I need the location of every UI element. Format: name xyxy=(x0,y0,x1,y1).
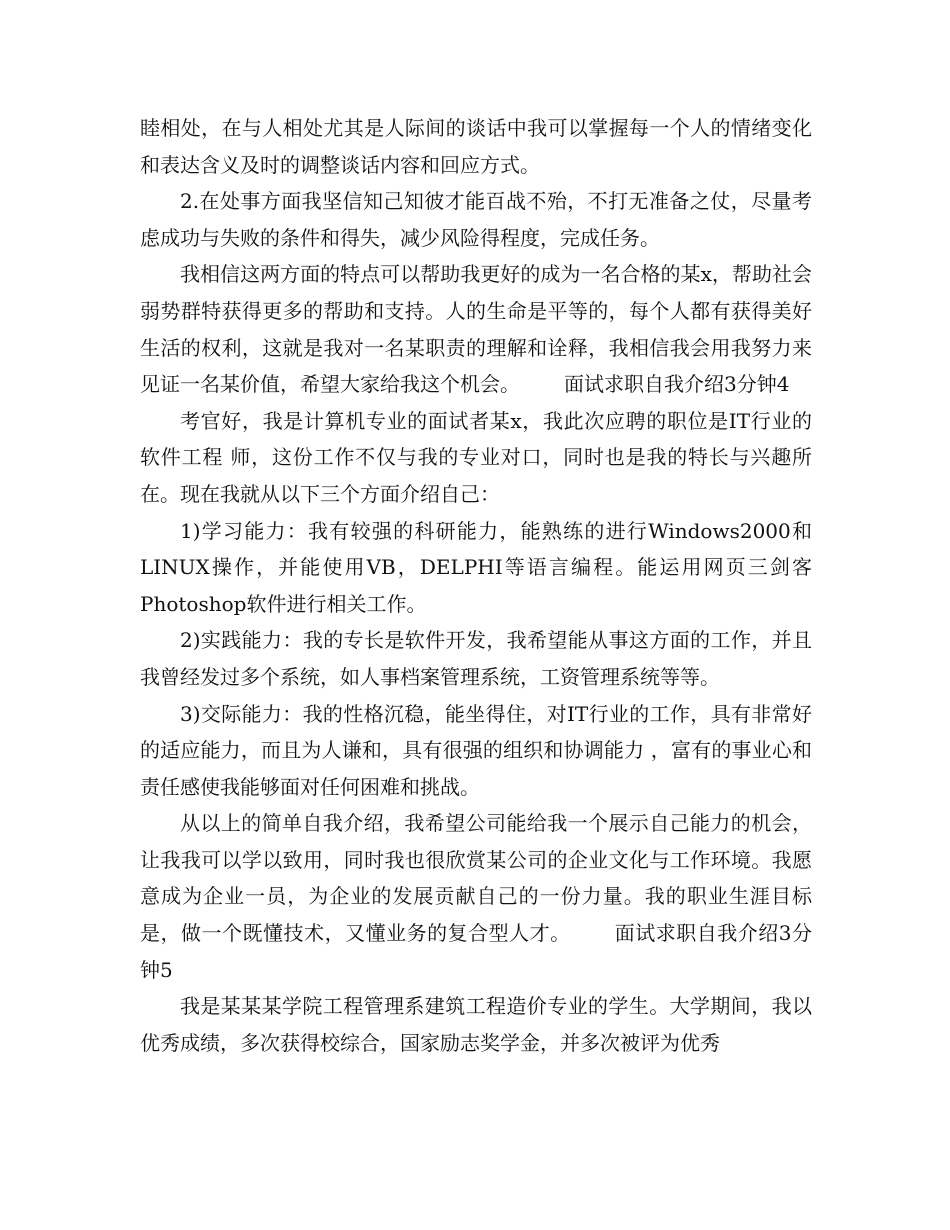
paragraph-8: 从以上的简单自我介绍，我希望公司能给我一个展示自己能力的机会，让我我可以学以致用，同时我也很欣赏某公司的企业文化与工作环境。我愿意成为企业一员，为企业的发展贡献自己的一份力量。我的职业生涯目标是，做一个既懂技术，又懂业务的复合型人才。 面试求职自我介绍3分钟5 xyxy=(140,811,812,982)
section-heading-5: 面试求职自我介绍3分钟5 xyxy=(140,921,812,982)
paragraph-9: 我是某某某学院工程管理系建筑工程造价专业的学生。大学期间，我以优秀成绩，多次获得校综合，国家励志奖学金，并多次被评为优秀 xyxy=(140,994,812,1055)
paragraph-4: 考官好，我是计算机专业的面试者某x，我此次应聘的职位是IT行业的软件工程 师，这份工作不仅与我的专业对口，同时也是我的特长与兴趣所在。现在我就从以下三个方面介绍自己： xyxy=(140,408,812,506)
paragraph-6: 2)实践能力：我的专长是软件开发，我希望能从事这方面的工作，并且我曾经发过多个系统，如人事档案管理系统，工资管理系统等等。 xyxy=(140,628,812,689)
section-heading-4: 面试求职自我介绍3分钟4 xyxy=(564,372,790,397)
paragraph-1: 睦相处，在与人相处尤其是人际间的谈话中我可以掌握每一个人的情绪变化和表达含义及时的调整谈话内容和回应方式。 xyxy=(140,116,812,177)
paragraph-2: 2.在处事方面我坚信知己知彼才能百战不殆，不打无准备之仗，尽量考虑成功与失败的条件和得失，减少风险得程度，完成任务。 xyxy=(140,189,812,250)
paragraph-7: 3)交际能力：我的性格沉稳，能坐得住，对IT行业的工作，具有非常好的适应能力，而且为人谦和，具有很强的组织和协调能力 ，富有的事业心和责任感使我能够面对任何困难和挑战。 xyxy=(140,701,812,799)
paragraph-5: 1)学习能力：我有较强的科研能力，能熟练的进行Windows2000和LINUX操作，并能使用VB，DELPHI等语言编程。能运用网页三剑客Photoshop软件进行相关工作。 xyxy=(140,518,812,616)
paragraph-3: 我相信这两方面的特点可以帮助我更好的成为一名合格的某x，帮助社会弱势群特获得更多的帮助和支持。人的生命是平等的，每个人都有获得美好生活的权利，这就是我对一名某职责的理解和诠释，我相信我会用我努力来见证一名某价值，希望大家给我这个机会。 面试求职自我介绍3分钟4 xyxy=(140,262,812,397)
document-body xyxy=(140,110,812,1061)
